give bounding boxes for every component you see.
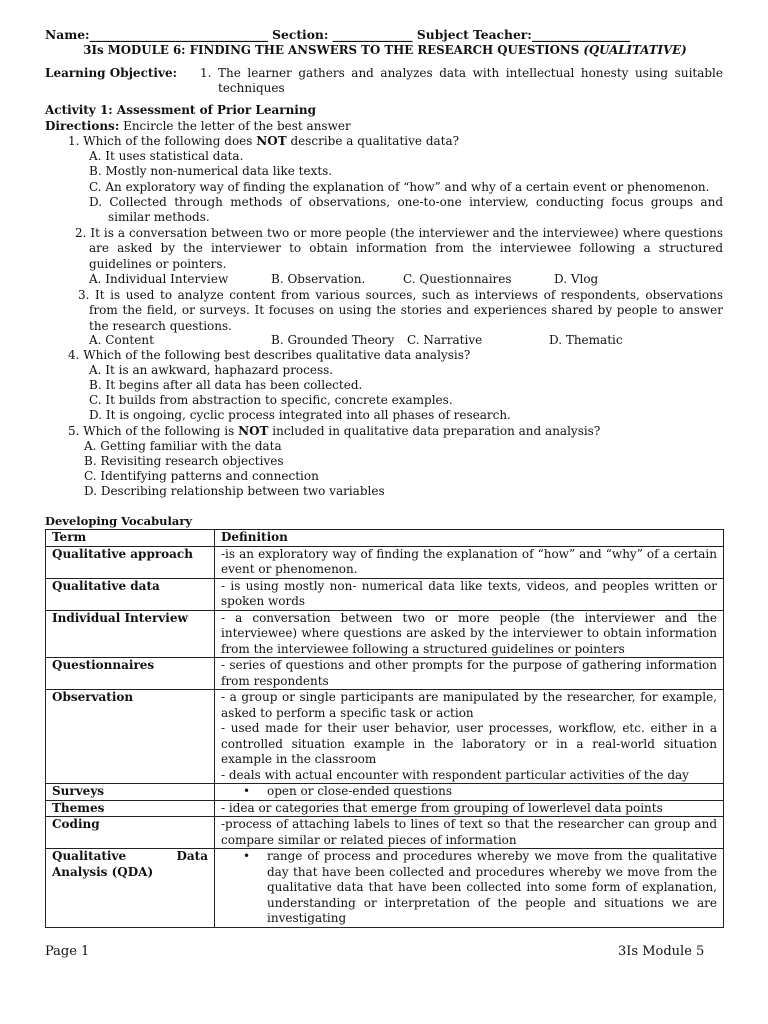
question-2-option-a[interactable]: A. Individual Interview	[89, 272, 229, 286]
definition-cell	[215, 690, 724, 784]
table-row	[46, 658, 724, 690]
question-4-option-b[interactable]: B. It begins after all data has been collected.	[89, 378, 363, 392]
question-1-option-a[interactable]: A. It uses statistical data.	[89, 149, 244, 163]
definition-line: - idea or categories that emerge from grouping of lowerlevel data points	[221, 800, 663, 815]
term-cell: Individual Interview	[46, 610, 215, 658]
term-cell: Qualitative approach	[46, 546, 215, 578]
question-3: 3. It is used to analyze content from various sources, such as interviews of respondents, observations from the field, or surveys. It focuses on using the stories and experiences shared by people to answer the research questions.	[78, 288, 723, 333]
question-2: 2. It is a conversation between two or more people (the interviewer and the interviewee) where questions are asked by the interviewer to obtain information from the interviewee following a structured guidelines or pointers.	[75, 226, 723, 271]
definition-cell	[215, 578, 724, 610]
question-2-option-c[interactable]: C. Questionnaires	[403, 272, 512, 286]
question-1-option-c[interactable]: C. An exploratory way of finding the explanation of “how” and why of a certain event or phenomenon.	[89, 180, 710, 194]
question-2-option-b[interactable]: B. Observation.	[271, 272, 366, 286]
term-cell: Coding	[46, 817, 215, 849]
table-row	[46, 817, 724, 849]
question-5-option-a[interactable]: A. Getting familiar with the data	[84, 439, 282, 453]
module-title-qualifier: (QUALITATIVE)	[583, 43, 687, 57]
question-4-option-c[interactable]: C. It builds from abstraction to specific, concrete examples.	[89, 393, 453, 407]
question-4-option-d[interactable]: D. It is ongoing, cyclic process integrated into all phases of research.	[89, 408, 511, 422]
definition-line: - is using mostly non- numerical data like texts, videos, and peoples written or spoken words	[221, 578, 717, 608]
vocabulary-title: Developing Vocabulary	[45, 514, 193, 528]
question-5-option-b[interactable]: B. Revisiting research objectives	[84, 454, 284, 468]
term-cell: Observation	[46, 690, 215, 784]
table-row	[46, 849, 724, 928]
module-label: 3Is Module 5	[618, 944, 705, 959]
term-cell: Surveys	[46, 784, 215, 801]
question-2-options	[89, 272, 723, 287]
definition-bullet	[221, 849, 717, 927]
learning-objective-label: Learning Objective:	[45, 66, 178, 80]
table-row	[46, 578, 724, 610]
question-5-option-d[interactable]: D. Describing relationship between two variables	[84, 484, 385, 498]
definition-line: - a conversation between two or more people (the interviewer and the interviewee) where questions are asked by the interviewer to obtain information from the interviewee following a structured guidelines or pointers	[221, 610, 717, 656]
question-5-text-b: included in qualitative data preparation and analysis?	[268, 424, 601, 438]
header-fields: Name:_____________________________ Section: _____________ Subject Teacher:________________	[45, 27, 631, 42]
question-4: 4. Which of the following best describes qualitative data analysis?	[68, 348, 471, 362]
definition-line: open or close-ended questions	[267, 784, 452, 798]
bullet-icon: •	[243, 849, 251, 863]
question-5-text-a: 5. Which of the following is	[68, 424, 239, 438]
question-4-option-a[interactable]: A. It is an awkward, haphazard process.	[89, 363, 334, 377]
question-3-options	[89, 333, 723, 348]
question-5-emphasis: NOT	[238, 424, 269, 438]
question-1-option-d[interactable]: D. Collected through methods of observations, one-to-one interview, conducting focus groups and similar methods.	[89, 195, 723, 225]
directions-text: Encircle the letter of the best answer	[119, 119, 351, 133]
definition-line: - series of questions and other prompts for the purpose of gathering information from respondents	[221, 658, 717, 688]
table-row	[46, 610, 724, 658]
question-1-option-b[interactable]: B. Mostly non-numerical data like texts.	[89, 164, 333, 178]
definition-line: -is an exploratory way of finding the explanation of “how” and “why” of a certain event or phenomenon.	[221, 546, 717, 576]
definition-cell	[215, 800, 724, 817]
table-row	[46, 690, 724, 784]
definition-cell	[215, 610, 724, 658]
module-title	[45, 43, 725, 58]
learning-objective-text: 1. The learner gathers and analyzes data with intellectual honesty using suitable techniques	[200, 66, 723, 96]
question-3-option-d[interactable]: D. Thematic	[549, 333, 623, 347]
definition-cell	[215, 817, 724, 849]
question-3-option-c[interactable]: C. Narrative	[407, 333, 483, 347]
bullet-icon: •	[243, 784, 251, 798]
question-1-emphasis: NOT	[256, 134, 287, 148]
definition-cell	[215, 784, 724, 801]
activity-title: Activity 1: Assessment of Prior Learning	[45, 103, 316, 117]
table-row	[46, 546, 724, 578]
vocabulary-header-row	[46, 530, 724, 547]
definition-cell	[215, 658, 724, 690]
term-cell: Qualitative Data Analysis (QDA)	[46, 849, 215, 928]
module-title-main: 3Is MODULE 6: FINDING THE ANSWERS TO THE RESEARCH QUESTIONS	[83, 43, 584, 57]
question-3-option-b[interactable]: B. Grounded Theory	[271, 333, 395, 347]
definition-line: - deals with actual encounter with respondent particular activities of the day	[221, 767, 689, 782]
directions	[45, 119, 725, 134]
definition-line: - used made for their user behavior, user processes, workflow, etc. either in a controlled situation example in the laboratory or in a real-world situation example in the classroom	[221, 721, 717, 766]
definition-cell	[215, 849, 724, 928]
question-5	[68, 424, 724, 439]
question-1-text-a: 1. Which of the following does	[68, 134, 257, 148]
definition-line: range of process and procedures whereby we move from the qualitative day that have been collected and procedures whereby we move from the qualitative data that have been collected into some form of explanation, understanding or interpretation of the people and situations we are investigating	[267, 849, 717, 925]
term-cell: Themes	[46, 800, 215, 817]
definition-line: - a group or single participants are manipulated by the researcher, for example, asked to perform a specific task or action	[221, 690, 717, 720]
page-number: Page 1	[45, 944, 90, 959]
question-2-option-d[interactable]: D. Vlog	[554, 272, 599, 286]
term-cell: Questionnaires	[46, 658, 215, 690]
table-row	[46, 800, 724, 817]
vocabulary-table	[45, 529, 724, 928]
definition-bullet	[221, 784, 717, 800]
definition-line: -process of attaching labels to lines of text so that the researcher can group and compare similar or related pieces of information	[221, 817, 717, 847]
question-1-text-b: describe a qualitative data?	[286, 134, 460, 148]
question-1	[68, 134, 724, 149]
term-cell: Qualitative data	[46, 578, 215, 610]
definition-cell	[215, 546, 724, 578]
table-row	[46, 784, 724, 801]
directions-label: Directions:	[45, 119, 120, 133]
definition-column-header: Definition	[215, 530, 724, 547]
term-column-header: Term	[46, 530, 215, 547]
question-3-option-a[interactable]: A. Content	[89, 333, 154, 347]
question-5-option-c[interactable]: C. Identifying patterns and connection	[84, 469, 319, 483]
